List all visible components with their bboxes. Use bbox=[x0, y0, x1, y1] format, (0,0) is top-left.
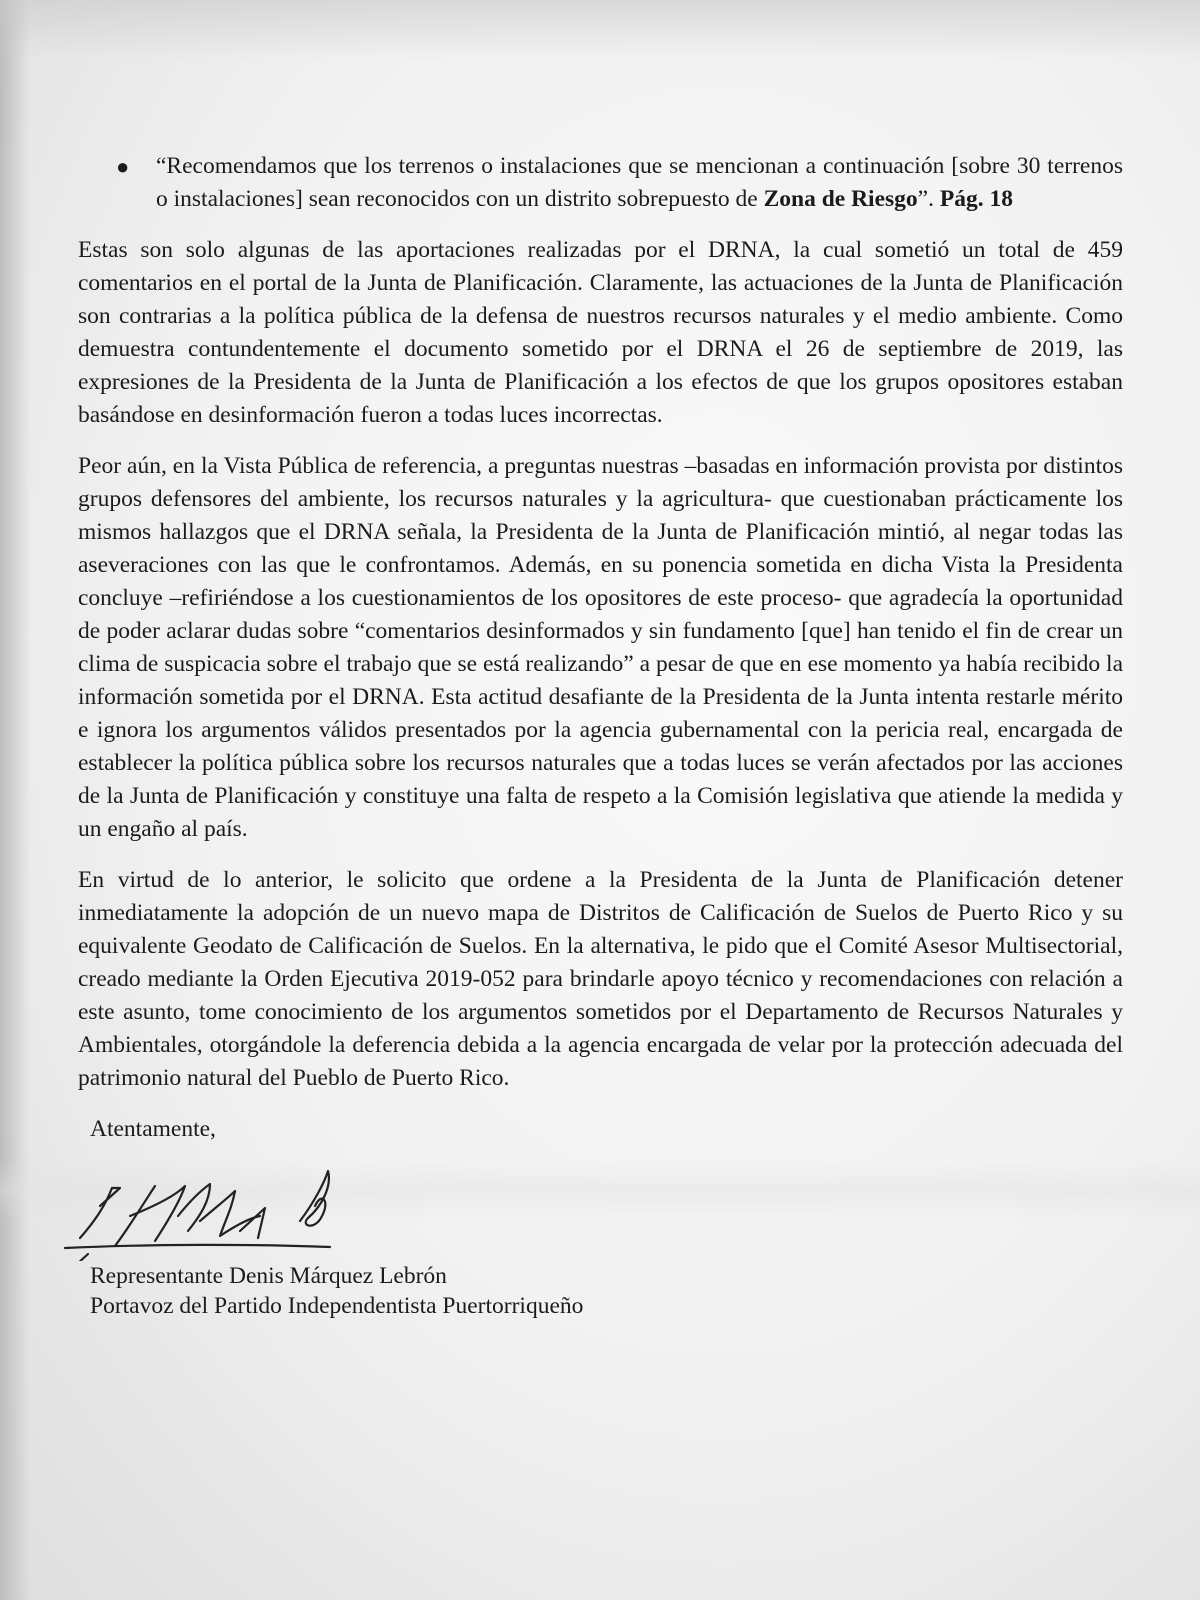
zona-de-riesgo: Zona de Riesgo bbox=[763, 186, 918, 212]
signer-title: Portavoz del Partido Independentista Puertorriqueño bbox=[90, 1293, 584, 1319]
bullet-dot-icon: ● bbox=[116, 154, 130, 179]
quote-bullet bbox=[116, 150, 1123, 216]
paper-shadow-left bbox=[0, 0, 30, 1600]
quote-text bbox=[156, 150, 1123, 216]
paper-shadow-top bbox=[0, 0, 1200, 60]
page-reference: Pág. 18 bbox=[939, 186, 1013, 212]
quote-body: “Recomendamos que los terrenos o instalaciones que se mencionan a continuación [sobre 30 terrenos o instalaciones] sean reconocidos con un distrito sobrepuesto de bbox=[156, 153, 1123, 212]
quote-close: ”. bbox=[917, 186, 940, 212]
paragraph-public-hearing: Peor aún, en la Vista Pública de referencia, a preguntas nuestras –basadas en información provista por distintos grupos defensores del ambiente, los recursos naturales y la agricultura- que cuestionaban prácticamente los mismos hallazgos que el DRNA señala, la Presidenta de la Junta de Planificación mintió, al negar todas las aseveraciones con las que le confrontamos. Además, en su ponencia sometida en dicha Vista la Presidenta concluye –refiriéndose a los cuestionamientos de los opositores de este proceso- que agradecía la oportunidad de poder aclarar dudas sobre “comentarios desinformados y sin fundamento [que] han tenido el fin de crear un clima de suspicacia sobre el trabajo que se está realizando” a pesar de que en ese momento ya había recibido la información sometida por el DRNA. Esta actitud desafiante de la Presidenta de la Junta intenta restarle mérito e ignora los argumentos válidos presentados por la agencia gubernamental con la pericia real, encargada de establecer la política pública sobre los recursos naturales que a todas luces se verán afectados por las acciones de la Junta de Planificación y constituye una falta de respeto a la Comisión legislativa que atiende la medida y un engaño al país. bbox=[78, 453, 1123, 842]
signature-drawing bbox=[60, 1146, 390, 1261]
paragraph-request: En virtud de lo anterior, le solicito que ordene a la Presidenta de la Junta de Planificación detener inmediatamente la adopción de un nuevo mapa de Distritos de Calificación de Suelos de Puerto Rico y su equivalente Geodato de Calificación de Suelos. En la alternativa, le pido que el Comité Asesor Multisectorial, creado mediante la Orden Ejecutiva 2019-052 para brindarle apoyo técnico y recomendaciones con relación a este asunto, tome conocimiento de los argumentos sometidos por el Departamento de Recursos Naturales y Ambientales, otorgándole la deferencia debida a la agencia encargada de velar por la protección adecuada del patrimonio natural del Pueblo de Puerto Rico. bbox=[78, 867, 1123, 1091]
closing-salutation: Atentamente, bbox=[90, 1116, 216, 1142]
paragraph-drna-contributions: Estas son solo algunas de las aportaciones realizadas por el DRNA, la cual sometió un total de 459 comentarios en el portal de la Junta de Planificación. Claramente, las actuaciones de la Junta de Planificación son contrarias a la política pública de la defensa de nuestros recursos naturales y el medio ambiente. Como demuestra contundentemente el documento sometido por el DRNA el 26 de septiembre de 2019, las expresiones de la Presidenta de la Junta de Planificación a los efectos de que los grupos opositores estaban basándose en desinformación fueron a todas luces incorrectas. bbox=[78, 237, 1123, 428]
handwritten-signature bbox=[60, 1146, 390, 1261]
signer-name: Representante Denis Márquez Lebrón bbox=[90, 1263, 447, 1289]
letter-body bbox=[78, 150, 1123, 1321]
signer-block bbox=[90, 1261, 1123, 1321]
